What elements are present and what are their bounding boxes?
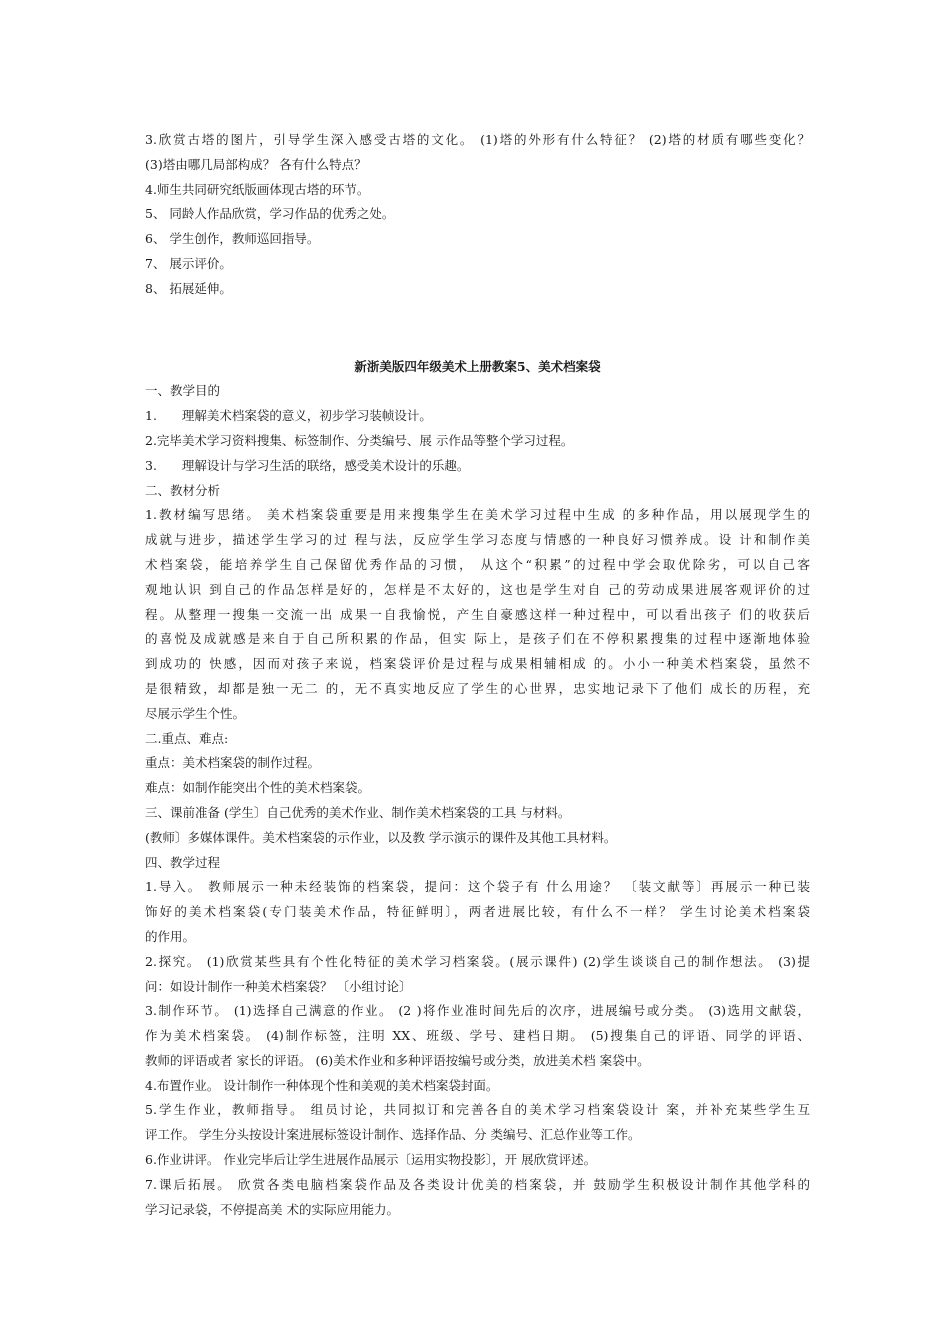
text-line: 5.学生作业，教师指导。 组员讨论，共同拟订和完善各自的美术学习档案袋设计 案，并补充某些学生互 [145, 1102, 810, 1118]
text-line: 1.教材编写思绪。 美术档案袋重要是用来搜集学生在美术学习过程中生成 的多种作品，用以展现学生的 [145, 507, 810, 523]
text-line: (教师〕多媒体课件。美术档案袋的示作业，以及教 学示演示的课件及其他工具材料。 [145, 829, 617, 845]
text-line: 4.师生共同研究纸版画体现古塔的环节。 [145, 181, 370, 197]
section-analysis [145, 479, 810, 727]
text-line: 问：如设计制作一种美术档案袋？ 〔小组讨论〕 [145, 978, 412, 994]
text-line: 的作用。 [145, 928, 196, 944]
text-line: 作为美术档案袋。 (4)制作标签，注明 XX、班级、学号、建档日期。 (5)搜集自己的评语、同学的评语、 [145, 1028, 810, 1044]
text-line: 尽展示学生个性。 [145, 705, 246, 721]
text-line: 7.课后拓展。 欣赏各类电脑档案袋作品及各类设计优美的档案袋，并 鼓励学生积极设计制作其他学科的 [145, 1176, 810, 1192]
text-line: 3.制作环节。 (1)选择自己满意的作业。 (2 )将作业准时间先后的次序，进展编号或分类。 (3)选用文献袋， [145, 1003, 810, 1019]
text-line: 评工作。 学生分头按设计案进展标签设计制作、选择作品、分 类编号、汇总作业等工作。 [145, 1127, 641, 1143]
document-title: 新浙美版四年级美术上册教案5、美术档案袋 [354, 358, 601, 374]
section-process [145, 851, 810, 1223]
text-line: (3)塔由哪几局部构成？ 各有什么特点？ [145, 156, 367, 172]
text-line: 6、 学生创作，教师巡回指导。 [145, 231, 320, 247]
text-line: 8、 拓展延伸。 [145, 280, 232, 296]
section-heading: 一、教学目的 [145, 383, 221, 399]
text-line: 7、 展示评价。 [145, 255, 232, 271]
text-line: 的喜悦及成就感是来自于自己所积累的作品，但实 际上，是孩子们在不停积累搜集的过程中逐渐地体验 [145, 631, 810, 647]
section-heading: 四、教学过程 [145, 854, 221, 870]
section-heading: 三、课前准备 (学生〕自己优秀的美术作业、制作美术档案袋的工具 与材料。 [145, 804, 571, 820]
text-line: 重点：美术档案袋的制作过程。 [145, 755, 321, 771]
text-line: 2.完毕美术学习资料搜集、标签制作、分类编号、展 示作品等整个学习过程。 [145, 432, 574, 448]
section-objectives [145, 379, 810, 478]
text-line: 5、 同龄人作品欣赏，学习作品的优秀之处。 [145, 206, 395, 222]
text-line: 成就与进步，描述学生学习的过 程与法，反应学生学习态度与情感的一种良好习惯养成。设 计和制作美 [145, 532, 810, 548]
text-line: 1.导入。 教师展示一种未经装饰的档案袋，提问：这个袋子有 什么用途？ 〔装文献等〕再展示一种已装 [145, 879, 810, 895]
section-heading: 二.重点、难点: [145, 730, 229, 746]
text-line: 教师的评语或者 家长的评语。 (6)美术作业和多种评语按编号或分类，放进美术档 案袋中。 [145, 1052, 650, 1068]
section-preparation [145, 801, 810, 851]
text-line: 3.欣赏古塔的图片，引导学生深入感受古塔的文化。 (1)塔的外形有什么特征？ (2)塔的材质有哪些变化？ [145, 132, 810, 147]
text-line: 学习记录袋，不停提高美 术的实际应用能力。 [145, 1201, 399, 1217]
text-line: 到成功的 快感，因而对孩子来说，档案袋评价是过程与成果相辅相成 的。小小一种美术档案袋，虽然不 [145, 656, 810, 672]
document-page [145, 128, 810, 1222]
text-line: 难点：如制作能突出个性的美术档案袋。 [145, 780, 371, 796]
text-line: 是很精致，却都是独一无二 的，无不真实地反应了学生的心世界，忠实地记录下了他们 成长的历程，充 [145, 680, 810, 696]
text-line: 4.布置作业。 设计制作一种体现个性和美观的美术档案袋封面。 [145, 1077, 499, 1093]
text-line: 6.作业讲评。 作业完毕后让学生进展作品展示〔运用实物投影〕，开 展欣赏评述。 [145, 1152, 597, 1168]
text-line: 程。从整理一搜集一交流一出 成果一自我愉悦，产生自豪感这样一种过程中，可以看出孩子 们的收获后 [145, 606, 810, 622]
section-key-points [145, 727, 810, 801]
text-line: 术档案袋，能培养学生自己保留优秀作品的习惯， 从这个“积累”的过程中学会取优除劣，可以自己客 [145, 556, 810, 572]
text-line: 观地认识 到自己的作品怎样是好的，怎样是不太好的，这也是学生对自 己的劳动成果进展客观评价的过 [145, 581, 810, 597]
text-line: 3. 理解设计与学习生活的联络，感受美术设计的乐趣。 [145, 457, 470, 473]
text-line: 1. 理解美术档案袋的意义，初步学习装帧设计。 [145, 408, 432, 424]
section-heading: 二、教材分析 [145, 482, 221, 498]
text-line: 2.探究。 (1)欣赏某些具有个性化特征的美术学习档案袋。(展示课件) (2)学生谈谈自己的制作想法。 (3)提 [145, 953, 810, 969]
top-section [145, 128, 810, 302]
text-line: 饰好的美术档案袋(专门装美术作品，特征鲜明〕，两者进展比较，有什么不一样？ 学生讨论美术档案袋 [145, 904, 810, 920]
